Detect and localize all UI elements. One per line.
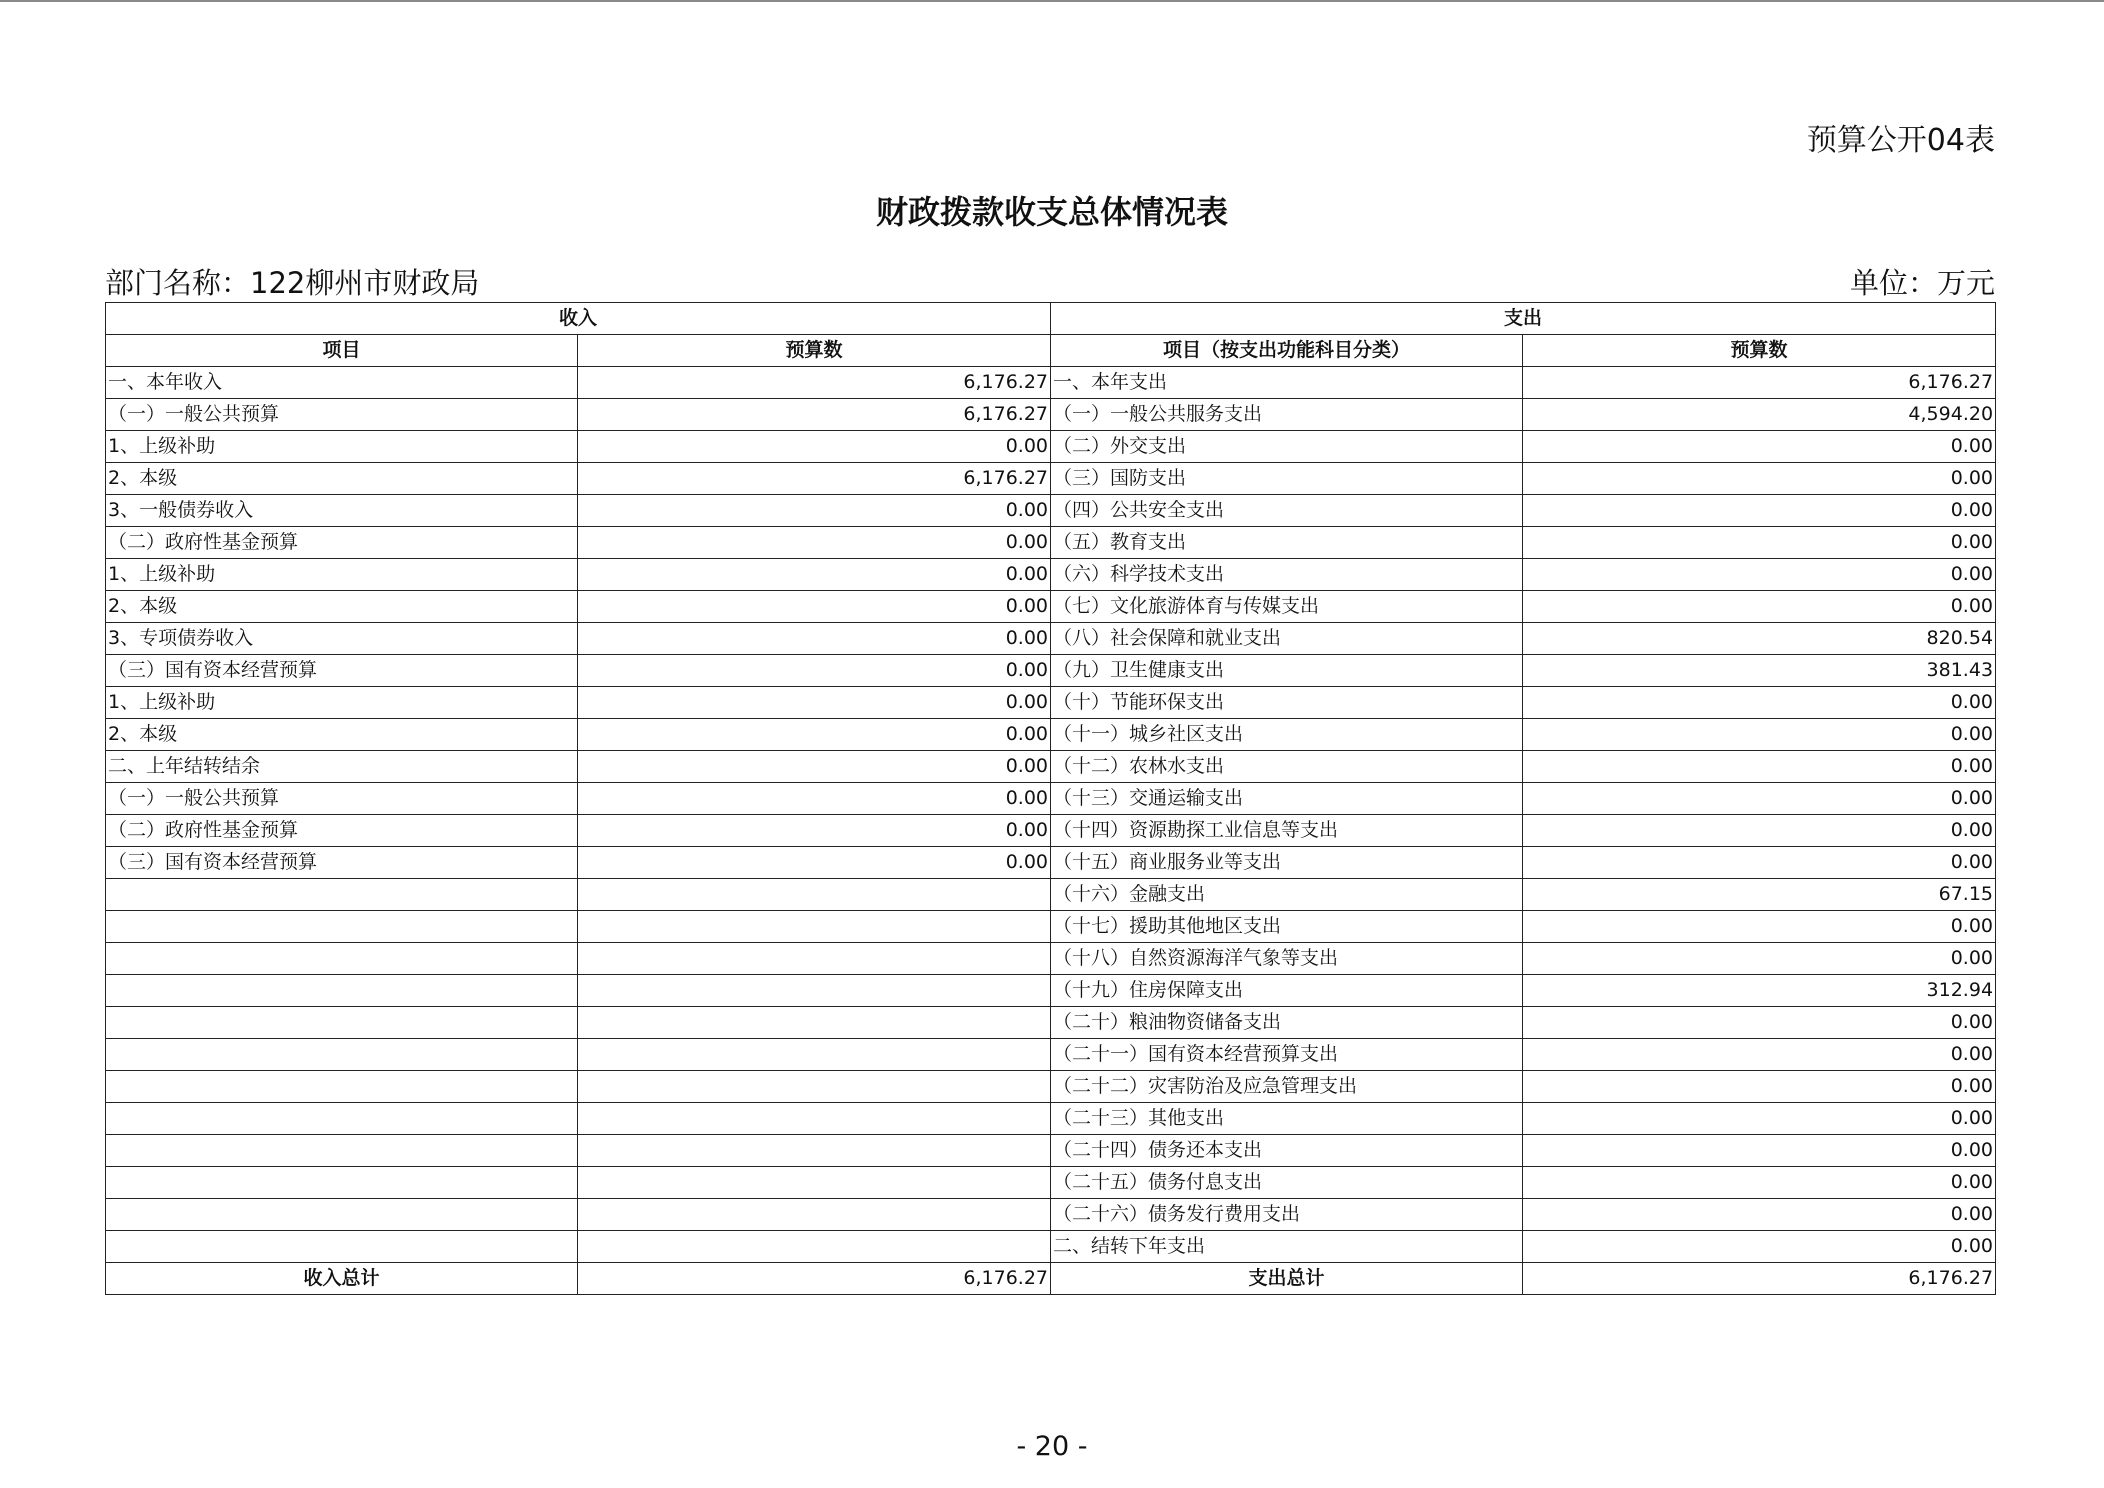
income-item-header: 项目 — [106, 335, 578, 367]
income-item-cell: （三）国有资本经营预算 — [106, 847, 578, 879]
income-item-cell — [106, 1135, 578, 1167]
income-item-cell: （二）政府性基金预算 — [106, 527, 578, 559]
income-amount-cell — [578, 1071, 1051, 1103]
expense-item-cell: （十四）资源勘探工业信息等支出 — [1051, 815, 1523, 847]
table-row — [106, 495, 1996, 527]
table-row — [106, 783, 1996, 815]
expense-item-cell: （三）国防支出 — [1051, 463, 1523, 495]
expense-item-cell: （十六）金融支出 — [1051, 879, 1523, 911]
table-row — [106, 847, 1996, 879]
income-item-cell — [106, 1231, 578, 1263]
income-item-cell: 2、本级 — [106, 463, 578, 495]
table-row — [106, 943, 1996, 975]
expense-amount-cell: 381.43 — [1523, 655, 1996, 687]
expense-amount-cell: 0.00 — [1523, 943, 1996, 975]
income-amount-cell — [578, 1007, 1051, 1039]
income-amount-cell — [578, 1103, 1051, 1135]
income-amount-cell: 0.00 — [578, 751, 1051, 783]
expense-item-cell: （十七）援助其他地区支出 — [1051, 911, 1523, 943]
expense-item-header: 项目（按支出功能科目分类） — [1051, 335, 1523, 367]
table-row — [106, 879, 1996, 911]
table-row — [106, 751, 1996, 783]
expense-item-cell: （十五）商业服务业等支出 — [1051, 847, 1523, 879]
income-amount-cell — [578, 1167, 1051, 1199]
table-row — [106, 1103, 1996, 1135]
expense-total-label: 支出总计 — [1051, 1263, 1523, 1295]
income-amount-cell — [578, 1199, 1051, 1231]
expense-amount-cell: 0.00 — [1523, 1071, 1996, 1103]
table-row — [106, 1007, 1996, 1039]
income-item-cell: 二、上年结转结余 — [106, 751, 578, 783]
income-item-cell: （二）政府性基金预算 — [106, 815, 578, 847]
expense-total-amount: 6,176.27 — [1523, 1263, 1996, 1295]
expense-item-cell: （四）公共安全支出 — [1051, 495, 1523, 527]
income-item-cell: （一）一般公共预算 — [106, 399, 578, 431]
expense-amount-cell: 0.00 — [1523, 751, 1996, 783]
income-total-amount: 6,176.27 — [578, 1263, 1051, 1295]
table-row — [106, 655, 1996, 687]
expense-item-cell: （十三）交通运输支出 — [1051, 783, 1523, 815]
expense-amount-cell: 0.00 — [1523, 463, 1996, 495]
expense-amount-cell: 0.00 — [1523, 527, 1996, 559]
income-amount-cell: 0.00 — [578, 847, 1051, 879]
expense-item-cell: （七）文化旅游体育与传媒支出 — [1051, 591, 1523, 623]
income-item-cell: 2、本级 — [106, 591, 578, 623]
income-amount-cell — [578, 879, 1051, 911]
table-row — [106, 527, 1996, 559]
table-row — [106, 815, 1996, 847]
income-item-cell — [106, 975, 578, 1007]
table-row — [106, 687, 1996, 719]
expense-header: 支出 — [1051, 303, 1996, 335]
expense-item-cell: （二）外交支出 — [1051, 431, 1523, 463]
income-amount-cell: 0.00 — [578, 655, 1051, 687]
expense-amount-cell: 0.00 — [1523, 591, 1996, 623]
expense-item-cell: （二十）粮油物资储备支出 — [1051, 1007, 1523, 1039]
table-row — [106, 719, 1996, 751]
expense-item-cell: （六）科学技术支出 — [1051, 559, 1523, 591]
income-item-cell — [106, 1039, 578, 1071]
income-item-cell — [106, 879, 578, 911]
expense-amount-cell: 67.15 — [1523, 879, 1996, 911]
expense-amount-cell: 312.94 — [1523, 975, 1996, 1007]
income-amount-cell: 0.00 — [578, 527, 1051, 559]
income-item-cell: （三）国有资本经营预算 — [106, 655, 578, 687]
income-item-cell: 3、专项债券收入 — [106, 623, 578, 655]
expense-item-cell: （十二）农林水支出 — [1051, 751, 1523, 783]
table-row — [106, 1135, 1996, 1167]
income-amount-cell: 0.00 — [578, 591, 1051, 623]
expense-item-cell: （八）社会保障和就业支出 — [1051, 623, 1523, 655]
expense-item-cell: （二十三）其他支出 — [1051, 1103, 1523, 1135]
income-amount-cell: 0.00 — [578, 783, 1051, 815]
expense-amount-cell: 0.00 — [1523, 783, 1996, 815]
expense-amount-cell: 0.00 — [1523, 815, 1996, 847]
income-amount-cell: 0.00 — [578, 431, 1051, 463]
top-border — [0, 0, 2104, 2]
income-item-cell — [106, 1007, 578, 1039]
expense-item-cell: （十一）城乡社区支出 — [1051, 719, 1523, 751]
income-item-cell — [106, 1071, 578, 1103]
table-row — [106, 911, 1996, 943]
table-row — [106, 1167, 1996, 1199]
income-amount-cell — [578, 1135, 1051, 1167]
expense-budget-header: 预算数 — [1523, 335, 1996, 367]
expense-item-cell: （十九）住房保障支出 — [1051, 975, 1523, 1007]
income-budget-header: 预算数 — [578, 335, 1051, 367]
table-row — [106, 367, 1996, 399]
expense-amount-cell: 0.00 — [1523, 687, 1996, 719]
income-amount-cell: 0.00 — [578, 687, 1051, 719]
budget-table — [105, 302, 1996, 1295]
page-title: 财政拨款收支总体情况表 — [875, 193, 1228, 231]
income-item-cell: 2、本级 — [106, 719, 578, 751]
table-row — [106, 975, 1996, 1007]
income-item-cell: 1、上级补助 — [106, 687, 578, 719]
expense-amount-cell: 820.54 — [1523, 623, 1996, 655]
expense-amount-cell: 0.00 — [1523, 1039, 1996, 1071]
expense-item-cell: （十八）自然资源海洋气象等支出 — [1051, 943, 1523, 975]
expense-item-cell: （五）教育支出 — [1051, 527, 1523, 559]
expense-amount-cell: 0.00 — [1523, 559, 1996, 591]
expense-amount-cell: 0.00 — [1523, 1135, 1996, 1167]
income-header: 收入 — [106, 303, 1051, 335]
income-amount-cell — [578, 911, 1051, 943]
income-amount-cell — [578, 1039, 1051, 1071]
income-item-cell — [106, 911, 578, 943]
income-amount-cell: 6,176.27 — [578, 399, 1051, 431]
expense-item-cell: 二、结转下年支出 — [1051, 1231, 1523, 1263]
expense-item-cell: （二十一）国有资本经营预算支出 — [1051, 1039, 1523, 1071]
expense-amount-cell: 0.00 — [1523, 495, 1996, 527]
income-item-cell — [106, 1167, 578, 1199]
expense-amount-cell: 4,594.20 — [1523, 399, 1996, 431]
expense-item-cell: 一、本年支出 — [1051, 367, 1523, 399]
expense-item-cell: （二十五）债务付息支出 — [1051, 1167, 1523, 1199]
table-row — [106, 591, 1996, 623]
table-row — [106, 1071, 1996, 1103]
table-row — [106, 623, 1996, 655]
income-amount-cell: 0.00 — [578, 559, 1051, 591]
income-amount-cell — [578, 975, 1051, 1007]
table-row — [106, 559, 1996, 591]
income-amount-cell: 6,176.27 — [578, 367, 1051, 399]
expense-amount-cell: 0.00 — [1523, 1007, 1996, 1039]
income-item-cell — [106, 1103, 578, 1135]
income-item-cell: 1、上级补助 — [106, 431, 578, 463]
expense-amount-cell: 0.00 — [1523, 1103, 1996, 1135]
table-column-header-row — [106, 335, 1996, 367]
page-number: - 20 - — [1016, 1431, 1088, 1462]
table-body — [106, 367, 1996, 1263]
total-row — [106, 1263, 1996, 1295]
expense-amount-cell: 0.00 — [1523, 1231, 1996, 1263]
expense-item-cell: （二十四）债务还本支出 — [1051, 1135, 1523, 1167]
income-item-cell: 一、本年收入 — [106, 367, 578, 399]
table-row — [106, 399, 1996, 431]
income-amount-cell: 0.00 — [578, 495, 1051, 527]
expense-amount-cell: 0.00 — [1523, 1199, 1996, 1231]
income-amount-cell — [578, 1231, 1051, 1263]
income-amount-cell: 0.00 — [578, 623, 1051, 655]
income-item-cell — [106, 943, 578, 975]
expense-amount-cell: 6,176.27 — [1523, 367, 1996, 399]
income-amount-cell: 6,176.27 — [578, 463, 1051, 495]
income-amount-cell — [578, 943, 1051, 975]
table-row — [106, 1199, 1996, 1231]
table-row — [106, 431, 1996, 463]
income-item-cell: （一）一般公共预算 — [106, 783, 578, 815]
table-row — [106, 1039, 1996, 1071]
income-total-label: 收入总计 — [106, 1263, 578, 1295]
expense-item-cell: （一）一般公共服务支出 — [1051, 399, 1523, 431]
table-row — [106, 1231, 1996, 1263]
form-number: 预算公开04表 — [1806, 123, 1995, 158]
expense-item-cell: （十）节能环保支出 — [1051, 687, 1523, 719]
expense-amount-cell: 0.00 — [1523, 847, 1996, 879]
expense-item-cell: （二十六）债务发行费用支出 — [1051, 1199, 1523, 1231]
income-item-cell: 3、一般债券收入 — [106, 495, 578, 527]
expense-amount-cell: 0.00 — [1523, 911, 1996, 943]
expense-amount-cell: 0.00 — [1523, 431, 1996, 463]
table-group-header-row — [106, 303, 1996, 335]
table-row — [106, 463, 1996, 495]
expense-item-cell: （二十二）灾害防治及应急管理支出 — [1051, 1071, 1523, 1103]
income-item-cell: 1、上级补助 — [106, 559, 578, 591]
department-name: 部门名称：122柳州市财政局 — [105, 266, 480, 300]
expense-item-cell: （九）卫生健康支出 — [1051, 655, 1523, 687]
income-amount-cell: 0.00 — [578, 719, 1051, 751]
expense-amount-cell: 0.00 — [1523, 719, 1996, 751]
income-amount-cell: 0.00 — [578, 815, 1051, 847]
expense-amount-cell: 0.00 — [1523, 1167, 1996, 1199]
income-item-cell — [106, 1199, 578, 1231]
unit-label: 单位：万元 — [1849, 266, 1995, 300]
